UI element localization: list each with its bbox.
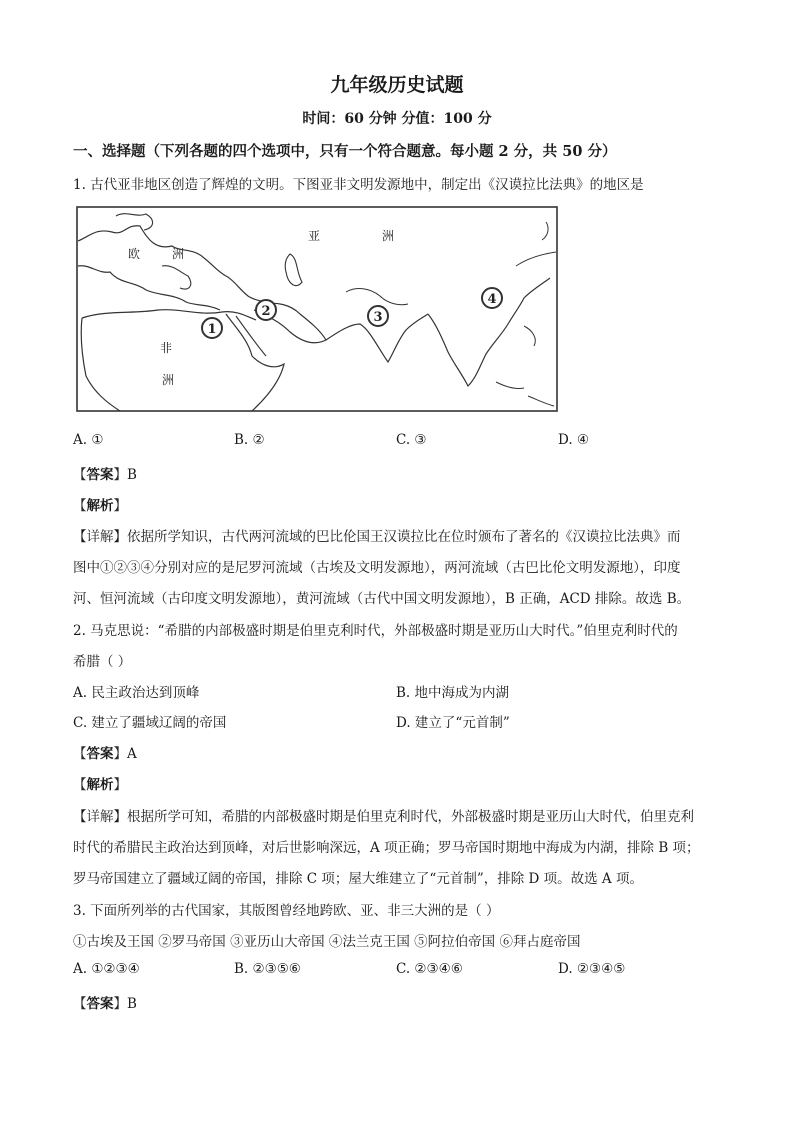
question-3-stem: 3. 下面所列举的古代国家，其版图曾经地跨欧、亚、非三大洲的是（ ） <box>73 903 500 919</box>
q3-answer: 【答案】B <box>73 996 137 1012</box>
q2-option-b: B. 地中海成为内湖 <box>396 685 510 701</box>
q2-option-d: D. 建立了“元首制” <box>396 715 510 731</box>
q1-option-d: D. ④ <box>558 432 590 448</box>
q1-detail-line-1: 【详解】依据所学知识，古代两河流域的巴比伦国王汉谟拉比在位时颁布了著名的《汉谟拉比法典》而 <box>73 529 681 545</box>
question-3-items: ①古埃及王国 ②罗马帝国 ③亚历山大帝国 ④法兰克王国 ⑤阿拉伯帝国 ⑥拜占庭帝国 <box>73 934 581 950</box>
section-heading: 一、选择题（下列各题的四个选项中，只有一个符合题意。每小题 2 分，共 50 分） <box>73 143 617 160</box>
question-2-stem-line-2: 希腊（ ） <box>73 654 132 670</box>
q2-detail-line-3: 罗马帝国建立了疆域辽阔的帝国，排除 C 项；屋大维建立了“元首制”，排除 D 项。故选 A 项。 <box>73 871 643 887</box>
africa-label-1: 非 <box>160 341 173 355</box>
q3-option-c: C. ②③④⑥ <box>396 961 463 977</box>
marker-2 <box>256 300 276 320</box>
question-1-stem: 1. 古代亚非地区创造了辉煌的文明。下图亚非文明发源地中，制定出《汉谟拉比法典》的地区是 <box>73 177 644 193</box>
asia-label-2: 洲 <box>382 229 395 243</box>
asia-label-1: 亚 <box>308 229 321 243</box>
q3-option-b: B. ②③⑤⑥ <box>234 961 301 977</box>
svg-text:1: 1 <box>207 322 217 337</box>
q1-detail-line-2: 图中①②③④分别对应的是尼罗河流域（古埃及文明发源地），两河流域（古巴比伦文明发源地），印度 <box>73 560 681 576</box>
svg-text:2: 2 <box>261 304 271 319</box>
q2-detail-line-1: 【详解】根据所学可知，希腊的内部极盛时期是伯里克利时代，外部极盛时期是亚历山大时代，伯里克利 <box>73 809 694 825</box>
question-2-stem-line-1: 2. 马克思说：“希腊的内部极盛时期是伯里克利时代，外部极盛时期是亚历山大时代。”伯里克利时代的 <box>73 623 678 639</box>
q1-option-b: B. ② <box>234 432 265 448</box>
q3-option-a: A. ①②③④ <box>73 961 140 977</box>
exam-info: 时间：60 分钟 分值：100 分 <box>302 111 492 127</box>
svg-text:3: 3 <box>373 310 383 325</box>
europe-label-1: 欧 <box>128 247 141 261</box>
q2-option-c: C. 建立了疆域辽阔的帝国 <box>73 715 227 731</box>
q1-analysis: 【解析】 <box>73 498 127 514</box>
marker-3 <box>368 306 388 326</box>
world-map-figure <box>76 206 558 412</box>
africa-label-2: 洲 <box>162 373 175 387</box>
europe-label-2: 洲 <box>172 247 185 261</box>
q1-answer: 【答案】B <box>73 467 137 483</box>
marker-4 <box>482 288 502 308</box>
svg-text:4: 4 <box>487 292 497 307</box>
marker-1 <box>202 318 222 338</box>
q2-analysis: 【解析】 <box>73 777 127 793</box>
q1-detail-line-3: 河、恒河流域（古印度文明发源地），黄河流域（古代中国文明发源地），B 正确，ACD 排除。故选 B。 <box>73 591 691 607</box>
q1-option-a: A. ① <box>73 432 104 448</box>
q2-answer: 【答案】A <box>73 746 137 762</box>
q3-option-d: D. ②③④⑤ <box>558 961 626 977</box>
page-title: 九年级历史试题 <box>330 74 464 96</box>
q2-option-a: A. 民主政治达到顶峰 <box>73 685 200 701</box>
q1-option-c: C. ③ <box>396 432 427 448</box>
q2-detail-line-2: 时代的希腊民主政治达到顶峰，对后世影响深远，A 项正确；罗马帝国时期地中海成为内湖，排除 B 项； <box>73 840 700 856</box>
